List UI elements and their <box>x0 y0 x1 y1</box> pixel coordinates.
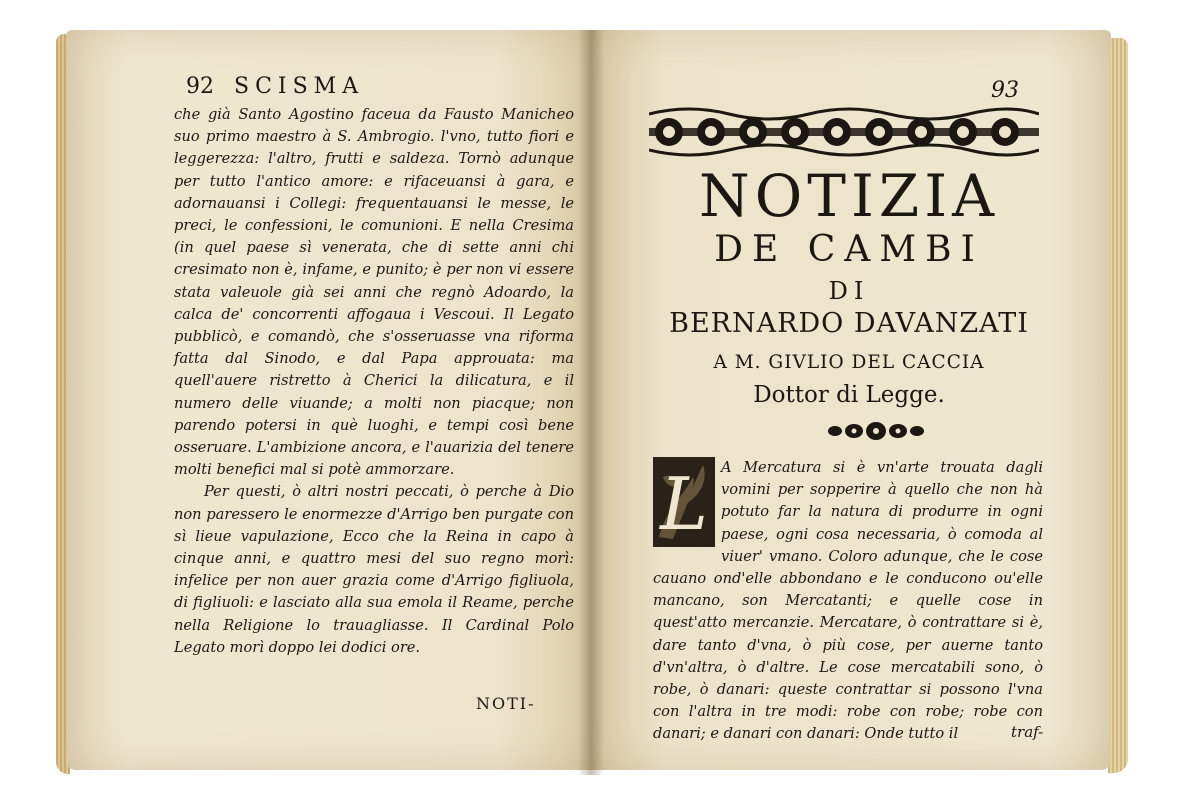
dedicatee: A M. GIVLIO DEL CACCIA <box>713 352 985 373</box>
right-page <box>591 30 1111 770</box>
drop-cap-initial <box>653 457 715 547</box>
right-page-edges <box>1108 38 1128 773</box>
left-paragraph-2: Per questi, ò altri nostri peccati, ò perche à Dio non paressero le enormezze d'Arrigo ben purgate con sì lieue vapulazione, Ecco che la Reina in capo à cinque anni, e quattro mesi del suo regno morì: infelice per non auer grazia come d'Arrigo figliuola, di figliuoli: e lasciato alla sua emola il Reame, perche nella Religione lo trauagliasse. Il Cardinal Polo Legato morì doppo lei dodici ore. <box>174 483 574 656</box>
author-name: BERNARDO DAVANZATI <box>669 308 1029 339</box>
right-page-number: 93 <box>991 78 1019 103</box>
left-catchword: NOTI- <box>476 694 536 713</box>
left-paragraph-1: che già Santo Agostino faceua da Fausto Manicheo suo primo maestro à S. Ambrogio. l'vno, tutto fiori e leggerezza: l'altro, frutti e saldeza. Tornò adunque per tutto l'antico amore: e rifaceuansi à gara, e adornauansi i Collegi: frequentauansi le messe, le preci, le confessioni, le comunioni. E nella Cresima (in quel paese sì venerata, che di sette anni chi cresimato non è, infame, e punito; è per non vi essere stata valeuole già sei anni che regnò Adoardo, la calca de' concorrenti affogaua i Vescoui. Il Legato pubblicò, e comandò, che s'osseruasse vna riforma fatta dal Sinodo, e dal Papa approuata: ma quell'auere ristretto à Cherici la dilicatura, e il numero delle viuande; a molti non piacque; non parendo potersi in què luoghi, e tempi così bene osseruare. L'ambizione ancora, e l'auarizia del tenere molti benefici mal si potè ammorzare. <box>174 106 574 479</box>
left-page <box>66 30 591 770</box>
right-page-body <box>653 457 1043 746</box>
dedicatee-degree: Dottor di Legge. <box>753 382 945 408</box>
small-ornament <box>821 418 931 444</box>
open-book <box>56 30 1128 775</box>
headpiece-ornament <box>649 104 1039 160</box>
drop-cap-letter: L <box>660 462 708 546</box>
title-sub: DE CAMBI <box>714 229 984 270</box>
title-di: DI <box>828 277 870 305</box>
left-running-title: SCISMA <box>234 74 365 99</box>
right-paragraph: A Mercatura si è vn'arte trouata dagli vomini per sopperire à quello che non hà potuto far la natura di produrre in ogni paese, ogni cosa necessaria, ò comoda al viuer' vmano. Coloro adunque, che le cose cauano ond'elle abbondano e le conducono ou'elle mancano, son Mercatanti; e quelle cose in quest'atto mercanzie. Mercatare, ò contrattare si è, dare tanto d'vna, ò più cose, per auerne tanto d'vn'altra, ò d'altre. Le cose mercatabili sono, ò robe, ò danari: queste contrattar si possono l'vna con l'altra in tre modi: robe con robe; robe con danari; e danari con danari: Onde tutto il <box>653 459 1043 743</box>
left-page-number: 92 <box>186 74 214 99</box>
right-catchword: traf- <box>1011 723 1044 741</box>
book-gutter <box>578 30 604 775</box>
left-page-body <box>174 104 574 659</box>
title-main: NOTIZIA <box>699 162 999 230</box>
